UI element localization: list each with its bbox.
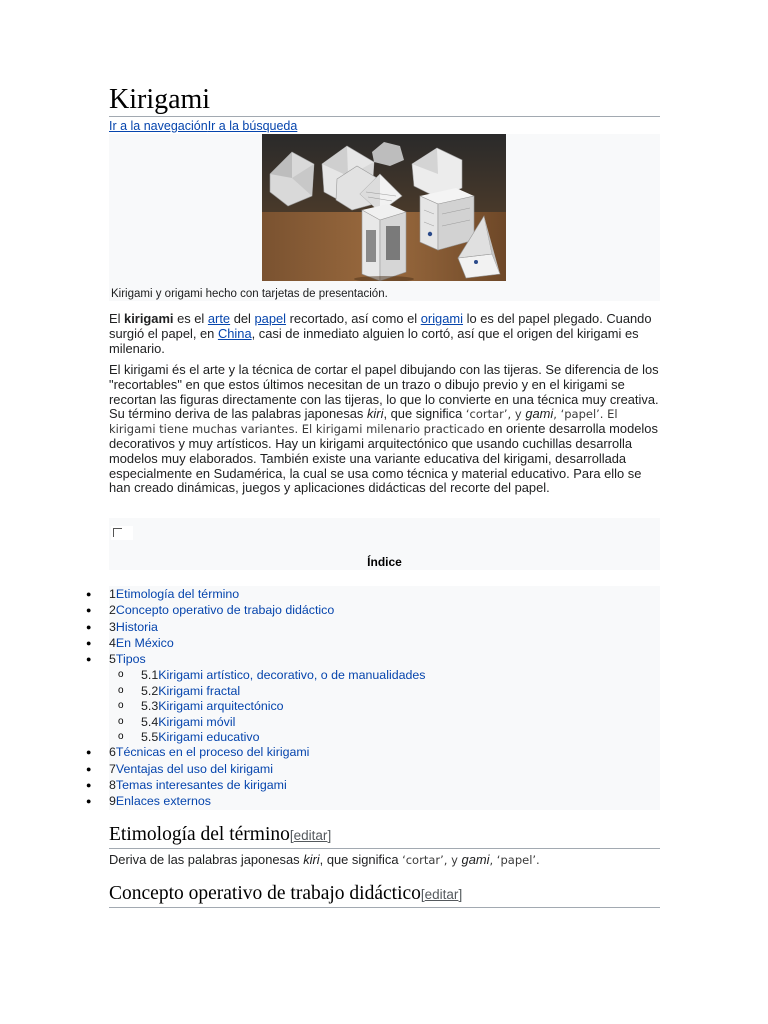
- edit-bracket: ]: [327, 828, 332, 843]
- circle-bullet-icon: o: [118, 700, 124, 712]
- term-kiri: kiri: [303, 852, 320, 867]
- toc-link[interactable]: Tipos: [115, 652, 146, 667]
- toc-item[interactable]: [86, 619, 660, 635]
- toc-link[interactable]: Kirigami móvil: [158, 714, 236, 729]
- toc-link[interactable]: Técnicas en el proceso del kirigami: [115, 745, 310, 760]
- toc-item-text[interactable]: [109, 602, 334, 618]
- toc-link[interactable]: Etimología del término: [115, 587, 240, 601]
- toc-row-background: [109, 635, 660, 651]
- text: recortado, así como el: [286, 311, 421, 326]
- toc-item[interactable]: [86, 761, 660, 777]
- text: ‘cortar’, y: [465, 407, 526, 422]
- toc-number: 5.5: [141, 730, 159, 745]
- text: , que significa: [319, 852, 403, 867]
- toc-item-text[interactable]: [109, 761, 273, 777]
- link-origami[interactable]: origami: [420, 311, 464, 326]
- toc-item-text[interactable]: [141, 729, 259, 745]
- text: en oriente desarrolla modelos decorativos y muy artísticos. Hay un kirigami arquitectónico que usando cuchillas desarrolla modelos muy elaborados. También existe una variante educativa del kirigami, desarrollada especialmente en Sudamérica, la cual se usa como técnica y material educativo. Para ello se han creado dinámicas, juegos y aplicaciones didácticas del recorte del papel.: [109, 421, 658, 496]
- toc-item-text[interactable]: [109, 651, 146, 667]
- toc-number: 8: [109, 778, 116, 793]
- edit-bracket: ]: [458, 887, 463, 902]
- section-etimologia-text: [109, 853, 660, 868]
- toc-number: 5: [109, 652, 116, 667]
- section-heading-text: Etimología del término: [109, 824, 290, 845]
- edit-bracket: [: [420, 887, 425, 902]
- toc-number: 5.1: [141, 668, 159, 683]
- toc-item-text[interactable]: [109, 777, 287, 793]
- toc-link[interactable]: Concepto operativo de trabajo didáctico: [115, 603, 335, 618]
- toc-number: 5.4: [141, 714, 159, 729]
- toc-row-background: [109, 651, 660, 667]
- term-kiri: kiri: [366, 406, 384, 422]
- toc-number: 5.2: [141, 683, 159, 698]
- toc-item[interactable]: [86, 586, 660, 602]
- toc-item-text[interactable]: [141, 698, 284, 714]
- edit-section-link[interactable]: editar: [293, 828, 328, 843]
- toc-item-text[interactable]: [141, 714, 235, 730]
- text: , ‘papel’.: [489, 853, 540, 867]
- toc-number: 4: [109, 635, 116, 650]
- skip-to-navigation-link[interactable]: Ir a la navegación: [109, 119, 208, 133]
- circle-bullet-icon: o: [118, 715, 124, 727]
- toc-subitem[interactable]: [86, 714, 660, 729]
- edit-section-link[interactable]: editar: [424, 887, 459, 902]
- disc-bullet-icon: ●: [86, 605, 92, 616]
- toc-title: Índice: [367, 555, 402, 569]
- toc-item[interactable]: [86, 744, 660, 760]
- toc-number: 6: [109, 745, 116, 760]
- text: del: [230, 311, 255, 326]
- toc-item-text[interactable]: [141, 667, 425, 683]
- toc-link[interactable]: Temas interesantes de kirigami: [115, 778, 287, 793]
- circle-bullet-icon: o: [118, 684, 124, 696]
- circle-bullet-icon: o: [118, 669, 124, 681]
- section-heading-etimologia: [109, 823, 660, 849]
- toc-item[interactable]: [86, 793, 660, 809]
- link-arte[interactable]: arte: [207, 311, 231, 326]
- toc-link[interactable]: Enlaces externos: [115, 794, 211, 809]
- edit-bracket: [: [289, 828, 294, 843]
- toc-number: 1: [109, 587, 116, 601]
- toc-list: [86, 586, 660, 810]
- toc-subitem[interactable]: [86, 667, 660, 682]
- toc-row-background: [109, 619, 660, 635]
- toc-subitem[interactable]: [86, 729, 660, 744]
- toc-item-text[interactable]: [109, 793, 211, 809]
- figure: [109, 134, 660, 301]
- toc-link[interactable]: Kirigami educativo: [158, 730, 260, 745]
- intro-paragraph-2: [109, 363, 660, 496]
- text: El: [109, 311, 125, 326]
- disc-bullet-icon: ●: [86, 589, 92, 599]
- toc-subitem[interactable]: [86, 698, 660, 713]
- checkbox-icon: [113, 528, 122, 537]
- toc-number: 3: [109, 619, 116, 634]
- toc-link[interactable]: Kirigami arquitectónico: [158, 699, 284, 714]
- disc-bullet-icon: ●: [86, 780, 92, 791]
- toc-number: 9: [109, 794, 116, 809]
- disc-bullet-icon: ●: [86, 747, 92, 758]
- text: , casi de inmediato alguien lo cortó, así que el origen del kirigami es milenario.: [109, 325, 639, 356]
- section-heading-text: Concepto operativo de trabajo didáctico: [109, 883, 421, 904]
- text: lo es del papel plegado. Cuando surgió el papel, en: [109, 311, 652, 341]
- disc-bullet-icon: ●: [86, 637, 92, 648]
- circle-bullet-icon: o: [118, 731, 124, 743]
- text: es el: [173, 311, 208, 326]
- kirigami-photo[interactable]: [262, 134, 506, 281]
- toc-item-text[interactable]: [109, 635, 174, 651]
- page-title: Kirigami: [109, 84, 660, 117]
- toc-item-text[interactable]: [141, 683, 240, 699]
- toc-link[interactable]: Kirigami fractal: [158, 683, 241, 698]
- toc-number: 7: [109, 761, 116, 776]
- toc-item-text[interactable]: [109, 586, 239, 602]
- toc-item[interactable]: [86, 635, 660, 651]
- toc-item[interactable]: [86, 777, 660, 793]
- toc-toggle-checkbox[interactable]: [111, 526, 133, 540]
- text: El kirigami és el arte y la técnica de cortar el papel dibujando con las tijeras. Se diferencia de los "recortables" en que estos últimos necesitan de un trazo o dibujo previo y en el kirigami se recortan las figuras directamente con las tijeras, lo que lo convierte en una técnica muy creativa. Su término deriva de las palabras japonesas: [109, 362, 659, 422]
- toc-item-text[interactable]: [109, 619, 158, 635]
- skip-links: [109, 119, 297, 133]
- toc-link[interactable]: Historia: [115, 619, 158, 634]
- toc-item[interactable]: [86, 602, 660, 618]
- text: , ‘papel’. El kirigami tiene muchas variantes. El kirigami milenario practicado: [109, 407, 618, 437]
- link-papel[interactable]: papel: [254, 311, 287, 326]
- disc-bullet-icon: ●: [86, 621, 92, 632]
- disc-bullet-icon: ●: [86, 796, 92, 807]
- toc-subitem[interactable]: [86, 683, 660, 698]
- disc-bullet-icon: ●: [86, 763, 92, 774]
- toc-number: 5.3: [141, 699, 159, 714]
- intro-paragraph-1: [109, 312, 660, 356]
- term-gami: gami: [525, 406, 554, 422]
- toc-header: [109, 518, 660, 570]
- toc-item[interactable]: [86, 651, 660, 667]
- link-china[interactable]: China: [217, 325, 252, 341]
- toc-link[interactable]: Ventajas del uso del kirigami: [115, 761, 273, 776]
- toc-item-text[interactable]: [109, 744, 309, 760]
- section-heading-concepto: [109, 882, 660, 908]
- text: ‘cortar’, y: [402, 853, 462, 867]
- skip-to-search-link[interactable]: Ir a la búsqueda: [207, 119, 298, 133]
- term-bold: kirigami: [124, 311, 174, 326]
- term-gami: gami: [461, 852, 490, 867]
- toc-number: 2: [109, 603, 116, 618]
- text: Deriva de las palabras japonesas: [109, 852, 304, 867]
- text: , que significa: [383, 406, 466, 422]
- disc-bullet-icon: ●: [86, 654, 92, 665]
- toc-link[interactable]: Kirigami artístico, decorativo, o de manualidades: [158, 668, 426, 683]
- figure-caption: Kirigami y origami hecho con tarjetas de presentación.: [111, 288, 388, 300]
- toc-link[interactable]: En México: [115, 635, 174, 650]
